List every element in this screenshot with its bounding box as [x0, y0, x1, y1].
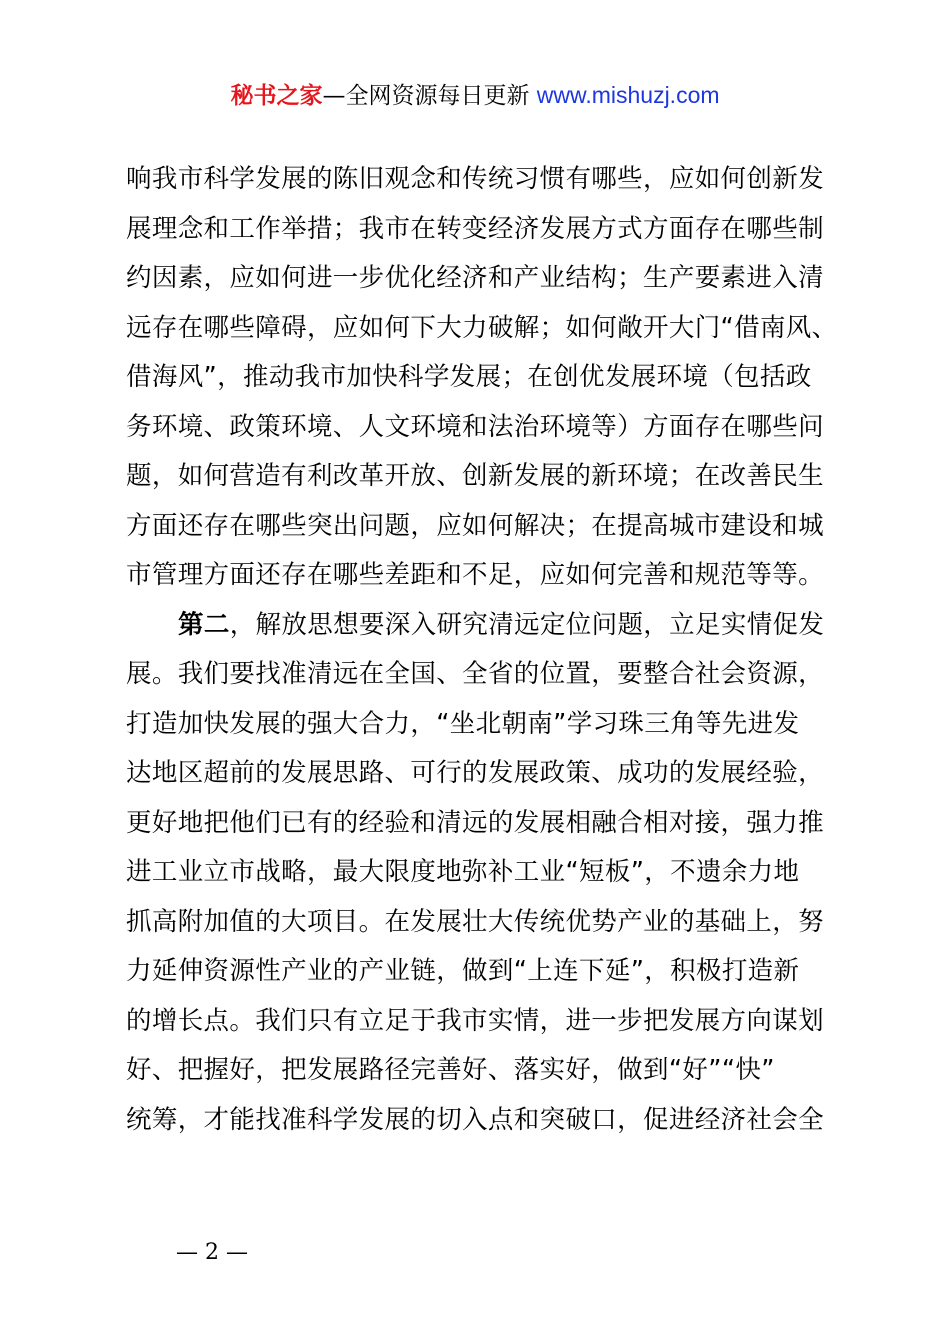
page-number: — 2 — [176, 1240, 248, 1265]
text-line: 市管理方面还存在哪些差距和不足，应如何完善和规范等等。 [126, 560, 824, 590]
text-line: 展。我们要找准清远在全国、全省的位置，要整合社会资源， [126, 659, 824, 689]
text-line: 响我市科学发展的陈旧观念和传统习惯有哪些，应如何创新发 [126, 164, 824, 194]
text-line: 远存在哪些障碍，应如何下大力破解；如何敞开大门“借南风、 [126, 312, 838, 343]
site-brand-name: 秘书之家 [230, 83, 323, 109]
text-line: 更好地把他们已有的经验和清远的发展相融合相对接，强力推 [126, 807, 824, 838]
text-line: 方面还存在哪些突出问题，应如何解决；在提高城市建设和城 [126, 510, 824, 541]
text-line: 展理念和工作举措；我市在转变经济发展方式方面存在哪些制 [126, 213, 824, 244]
text-line: 力延伸资源性产业的产业链，做到“上连下延”，积极打造新 [126, 956, 800, 986]
paragraph-2-first-rest: ，解放思想要深入研究清远定位问题，立足实情促发 [229, 609, 825, 640]
text-line: 题，如何营造有利改革开放、创新发展的新环境；在改善民生 [126, 461, 824, 491]
text-line: 统筹，才能找准科学发展的切入点和突破口，促进经济社会全 [126, 1104, 824, 1135]
site-tagline: —全网资源每日更新 [322, 83, 537, 109]
text-line: 的增长点。我们只有立足于我市实情，进一步把发展方向谋划 [126, 1005, 824, 1036]
text-line: 借海风”，推动我市加快科学发展；在创优发展环境（包括政 [126, 362, 812, 392]
paragraph-2-first-line [126, 601, 846, 651]
text-line: 约因素，应如何进一步优化经济和产业结构；生产要素进入清 [126, 263, 824, 293]
site-url: www.mishuzj.com [536, 82, 720, 108]
text-line: 打造加快发展的强大合力，“坐北朝南”学习珠三角等先进发 [126, 708, 800, 739]
document-body [126, 155, 846, 1145]
text-line: 进工业立市战略，最大限度地弥补工业“短板”，不遗余力地 [126, 857, 800, 887]
paragraph-2-lead: 第二 [178, 609, 230, 640]
text-line: 抓高附加值的大项目。在发展壮大传统优势产业的基础上，努 [126, 906, 824, 937]
site-header-banner [0, 78, 950, 113]
text-line: 好、把握好，把发展路径完善好、落实好，做到“好”“快” [126, 1055, 775, 1085]
text-line: 达地区超前的发展思路、可行的发展政策、成功的发展经验， [126, 758, 824, 788]
text-line: 务环境、政策环境、人文环境和法治环境等）方面存在哪些问 [126, 411, 824, 442]
